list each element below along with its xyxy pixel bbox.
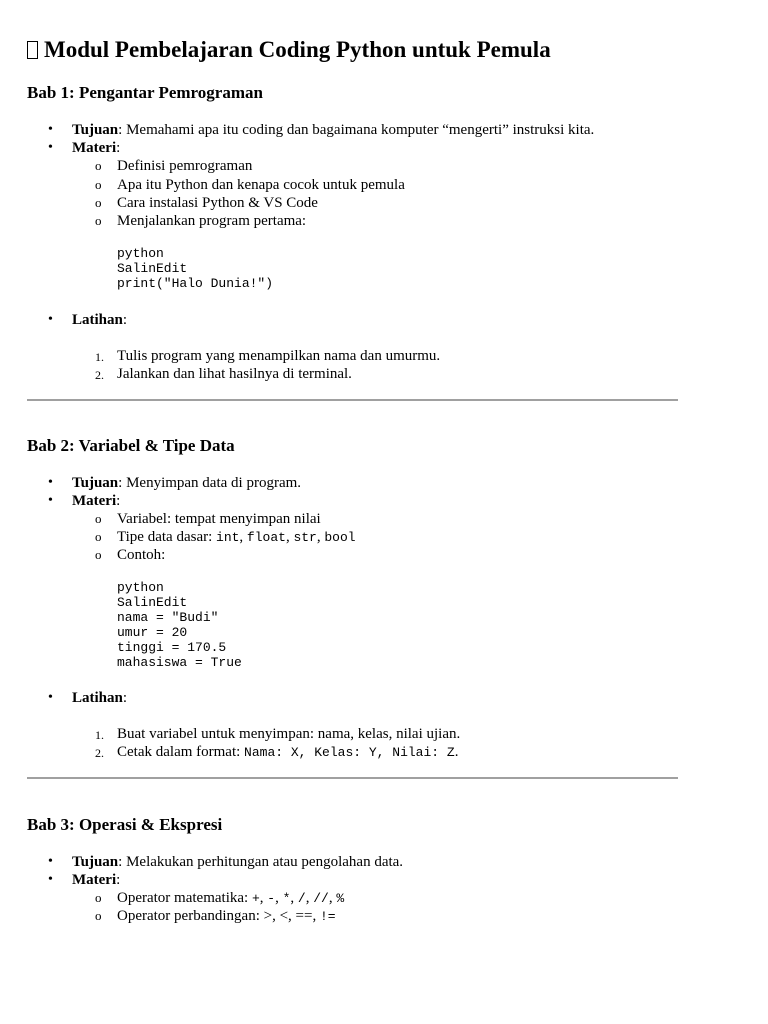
list-item: Contoh: [117,547,166,563]
page-title-text: Modul Pembelajaran Coding Python untuk Pemula [44,37,551,62]
list-item: Tipe data dasar: int, float, str, bool [117,529,356,545]
bab1-materi-label: Materi: [72,140,121,156]
list-item: Cetak dalam format: Nama: X, Kelas: Y, Nilai: Z. [117,744,459,760]
list-number: 1. [95,728,104,742]
list-item: Buat variabel untuk menyimpan: nama, kelas, nilai ujian. [117,726,461,742]
bullet-icon: • [48,872,53,887]
bullet-icon: • [48,122,53,137]
bullet-icon: • [48,140,53,155]
section-divider [27,777,678,779]
missing-glyph-icon [27,41,38,59]
bab3-materi-label: Materi: [72,872,121,888]
bullet-icon: • [48,493,53,508]
bab1-heading: Bab 1: Pengantar Pemrograman [27,83,263,102]
circle-bullet-icon: o [95,195,102,210]
list-number: 2. [95,746,104,760]
bab2-latihan-label: Latihan: [72,690,128,706]
list-item: Operator perbandingan: >, <, ==, != [117,908,336,924]
list-item: Cara instalasi Python & VS Code [117,195,318,211]
bab2-code-block: python SalinEdit nama = "Budi" umur = 20 tinggi = 170.5 mahasiswa = True [117,580,242,670]
circle-bullet-icon: o [95,890,102,905]
bullet-icon: • [48,690,53,705]
circle-bullet-icon: o [95,511,102,526]
bab1-tujuan: Tujuan: Memahami apa itu coding dan bagaimana komputer “mengerti” instruksi kita. [72,122,595,138]
bab2-materi-label: Materi: [72,493,121,509]
bullet-icon: • [48,312,53,327]
bab1-code-block: python SalinEdit print("Halo Dunia!") [117,246,274,291]
bab3-tujuan: Tujuan: Melakukan perhitungan atau pengolahan data. [72,854,404,870]
list-item: Tulis program yang menampilkan nama dan umurmu. [117,348,441,364]
circle-bullet-icon: o [95,213,102,228]
bullet-icon: • [48,475,53,490]
section-divider [27,399,678,401]
circle-bullet-icon: o [95,158,102,173]
list-number: 2. [95,368,104,382]
list-item: Jalankan dan lihat hasilnya di terminal. [117,366,352,382]
list-item: Variabel: tempat menyimpan nilai [117,511,321,527]
list-item: Definisi pemrograman [117,158,253,174]
list-number: 1. [95,350,104,364]
circle-bullet-icon: o [95,547,102,562]
page-title [27,36,551,64]
bab3-heading: Bab 3: Operasi & Ekspresi [27,815,223,834]
bab2-tujuan: Tujuan: Menyimpan data di program. [72,475,302,491]
bab1-latihan-label: Latihan: [72,312,128,328]
list-item: Apa itu Python dan kenapa cocok untuk pemula [117,177,405,193]
circle-bullet-icon: o [95,908,102,923]
bab2-heading: Bab 2: Variabel & Tipe Data [27,436,235,455]
list-item: Operator matematika: +, -, *, /, //, % [117,890,345,906]
circle-bullet-icon: o [95,529,102,544]
bullet-icon: • [48,854,53,869]
list-item: Menjalankan program pertama: [117,213,307,229]
circle-bullet-icon: o [95,177,102,192]
